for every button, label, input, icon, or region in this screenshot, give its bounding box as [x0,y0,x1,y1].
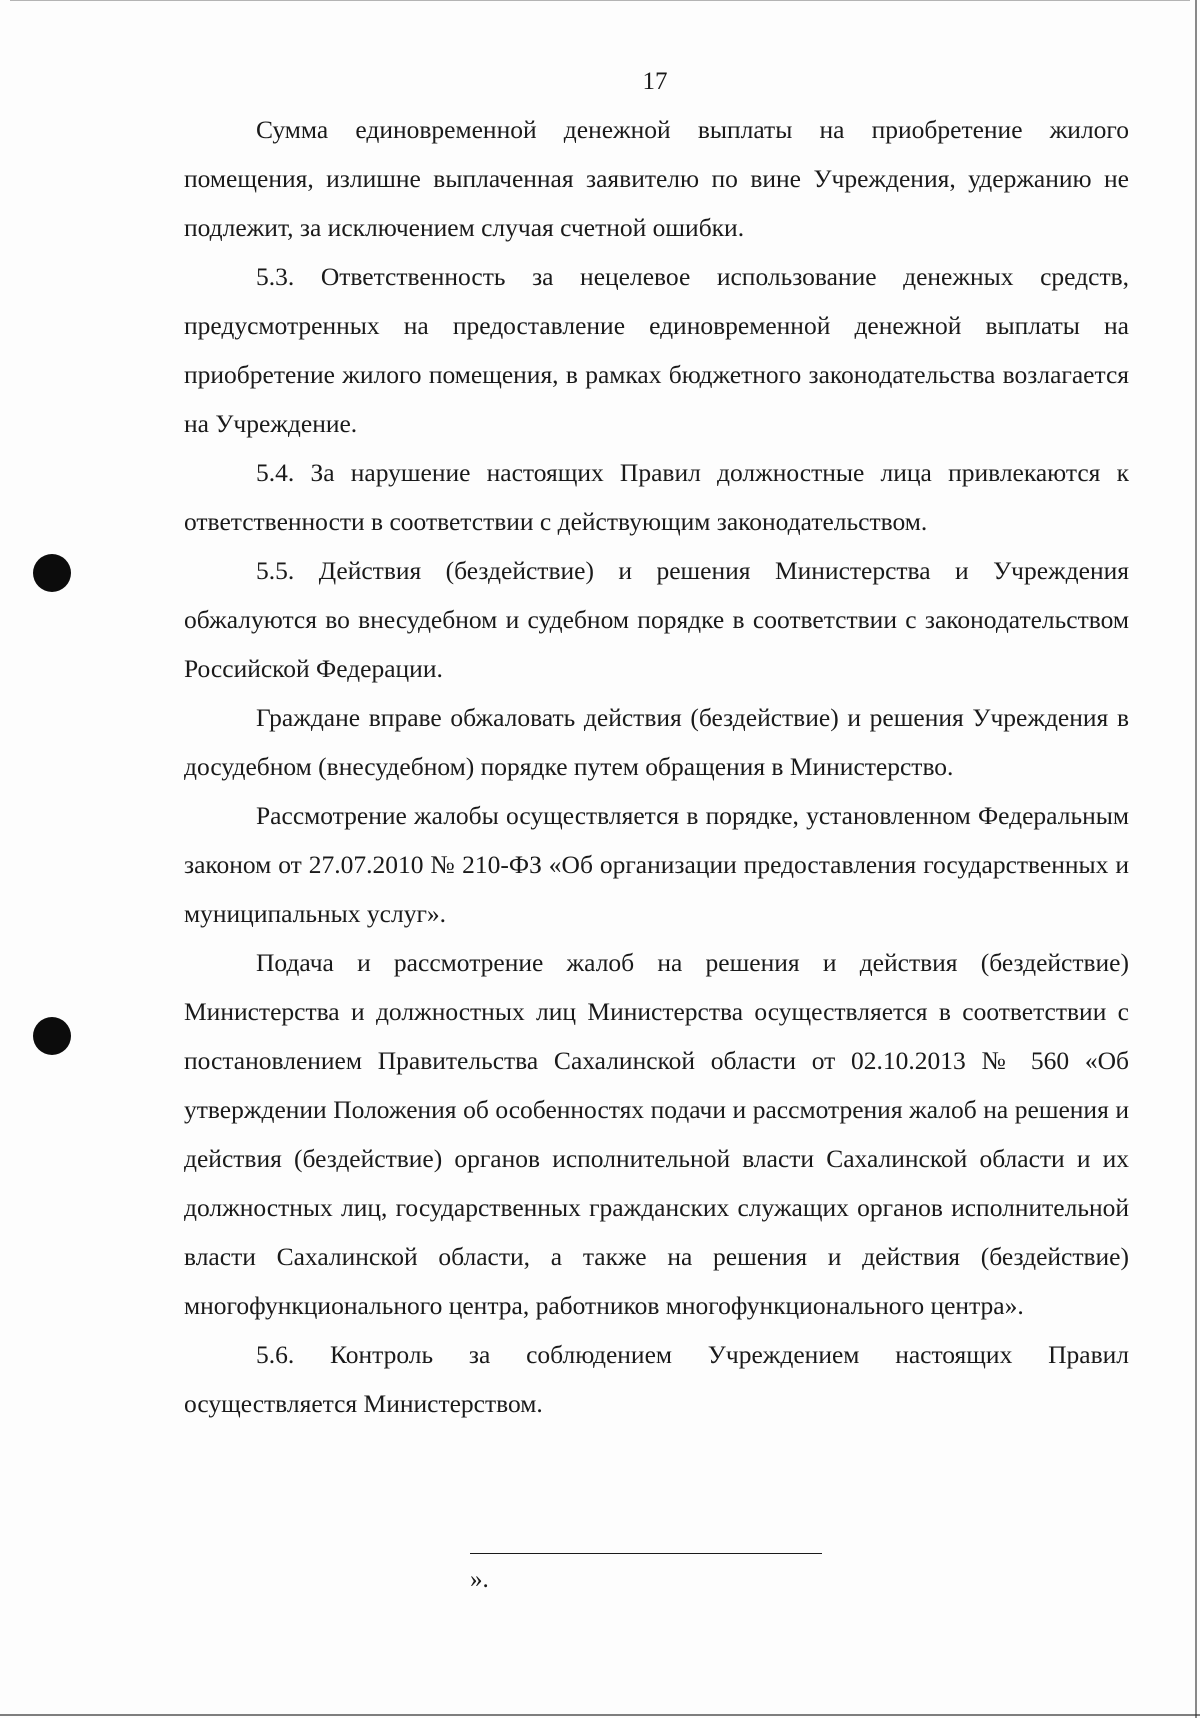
closing-rule [470,1553,822,1554]
closing-mark: ». [470,1566,489,1593]
paragraph-5-6: 5.6. Контроль за соблюдением Учреждением настоящих Правил осуществляется Министерством. [184,1340,1129,1418]
paragraph-5-4: 5.4. За нарушение настоящих Правил должностные лица привлекаются к ответственности в соответствии с действующим законодательством. [184,458,1129,536]
closing-line [470,1538,830,1594]
page-edge-right [1195,0,1197,1718]
punch-hole-bottom [33,1017,71,1055]
punch-hole-top [33,554,71,592]
page-number: 17 [642,68,668,95]
paragraph-complaint-submission: Подача и рассмотрение жалоб на решения и действия (бездействие) Министерства и должностных лиц Министерства осуществляется в соответствии с постановлением Правительства Сахалинской области от 02.10.2013 № 560 «Об утверждении Положения об особенностях подачи и рассмотрения жалоб на решения и действия (бездействие) органов исполнительной власти Сахалинской области и их должностных лиц, государственных гражданских служащих органов исполнительной власти Сахалинской области, а также на решения и действия (бездействие) многофункционального центра, работников многофункционального центра». [184,948,1129,1320]
paragraph-citizens-appeal: Граждане вправе обжаловать действия (бездействие) и решения Учреждения в досудебном (внесудебном) порядке путем обращения в Министерство. [184,703,1129,781]
paragraph-5-5: 5.5. Действия (бездействие) и решения Министерства и Учреждения обжалуются во внесудебном и судебном порядке в соответствии с законодательством Российской Федерации. [184,556,1129,683]
paragraph-overpayment: Сумма единовременной денежной выплаты на приобретение жилого помещения, излишне выплаченная заявителю по вине Учреждения, удержанию не подлежит, за исключением случая счетной ошибки. [184,115,1129,242]
page-edge-top [10,0,1190,1]
document-body [184,105,1129,1428]
paragraph-complaint-review: Рассмотрение жалобы осуществляется в порядке, установленном Федеральным законом от 27.07.2010 № 210-ФЗ «Об организации предоставления государственных и муниципальных услуг». [184,801,1129,928]
page-edge-bottom [0,1714,1200,1716]
paragraph-5-3: 5.3. Ответственность за нецелевое использование денежных средств, предусмотренных на предоставление единовременной денежной выплаты на приобретение жилого помещения, в рамках бюджетного законодательства возлагается на Учреждение. [184,262,1129,438]
